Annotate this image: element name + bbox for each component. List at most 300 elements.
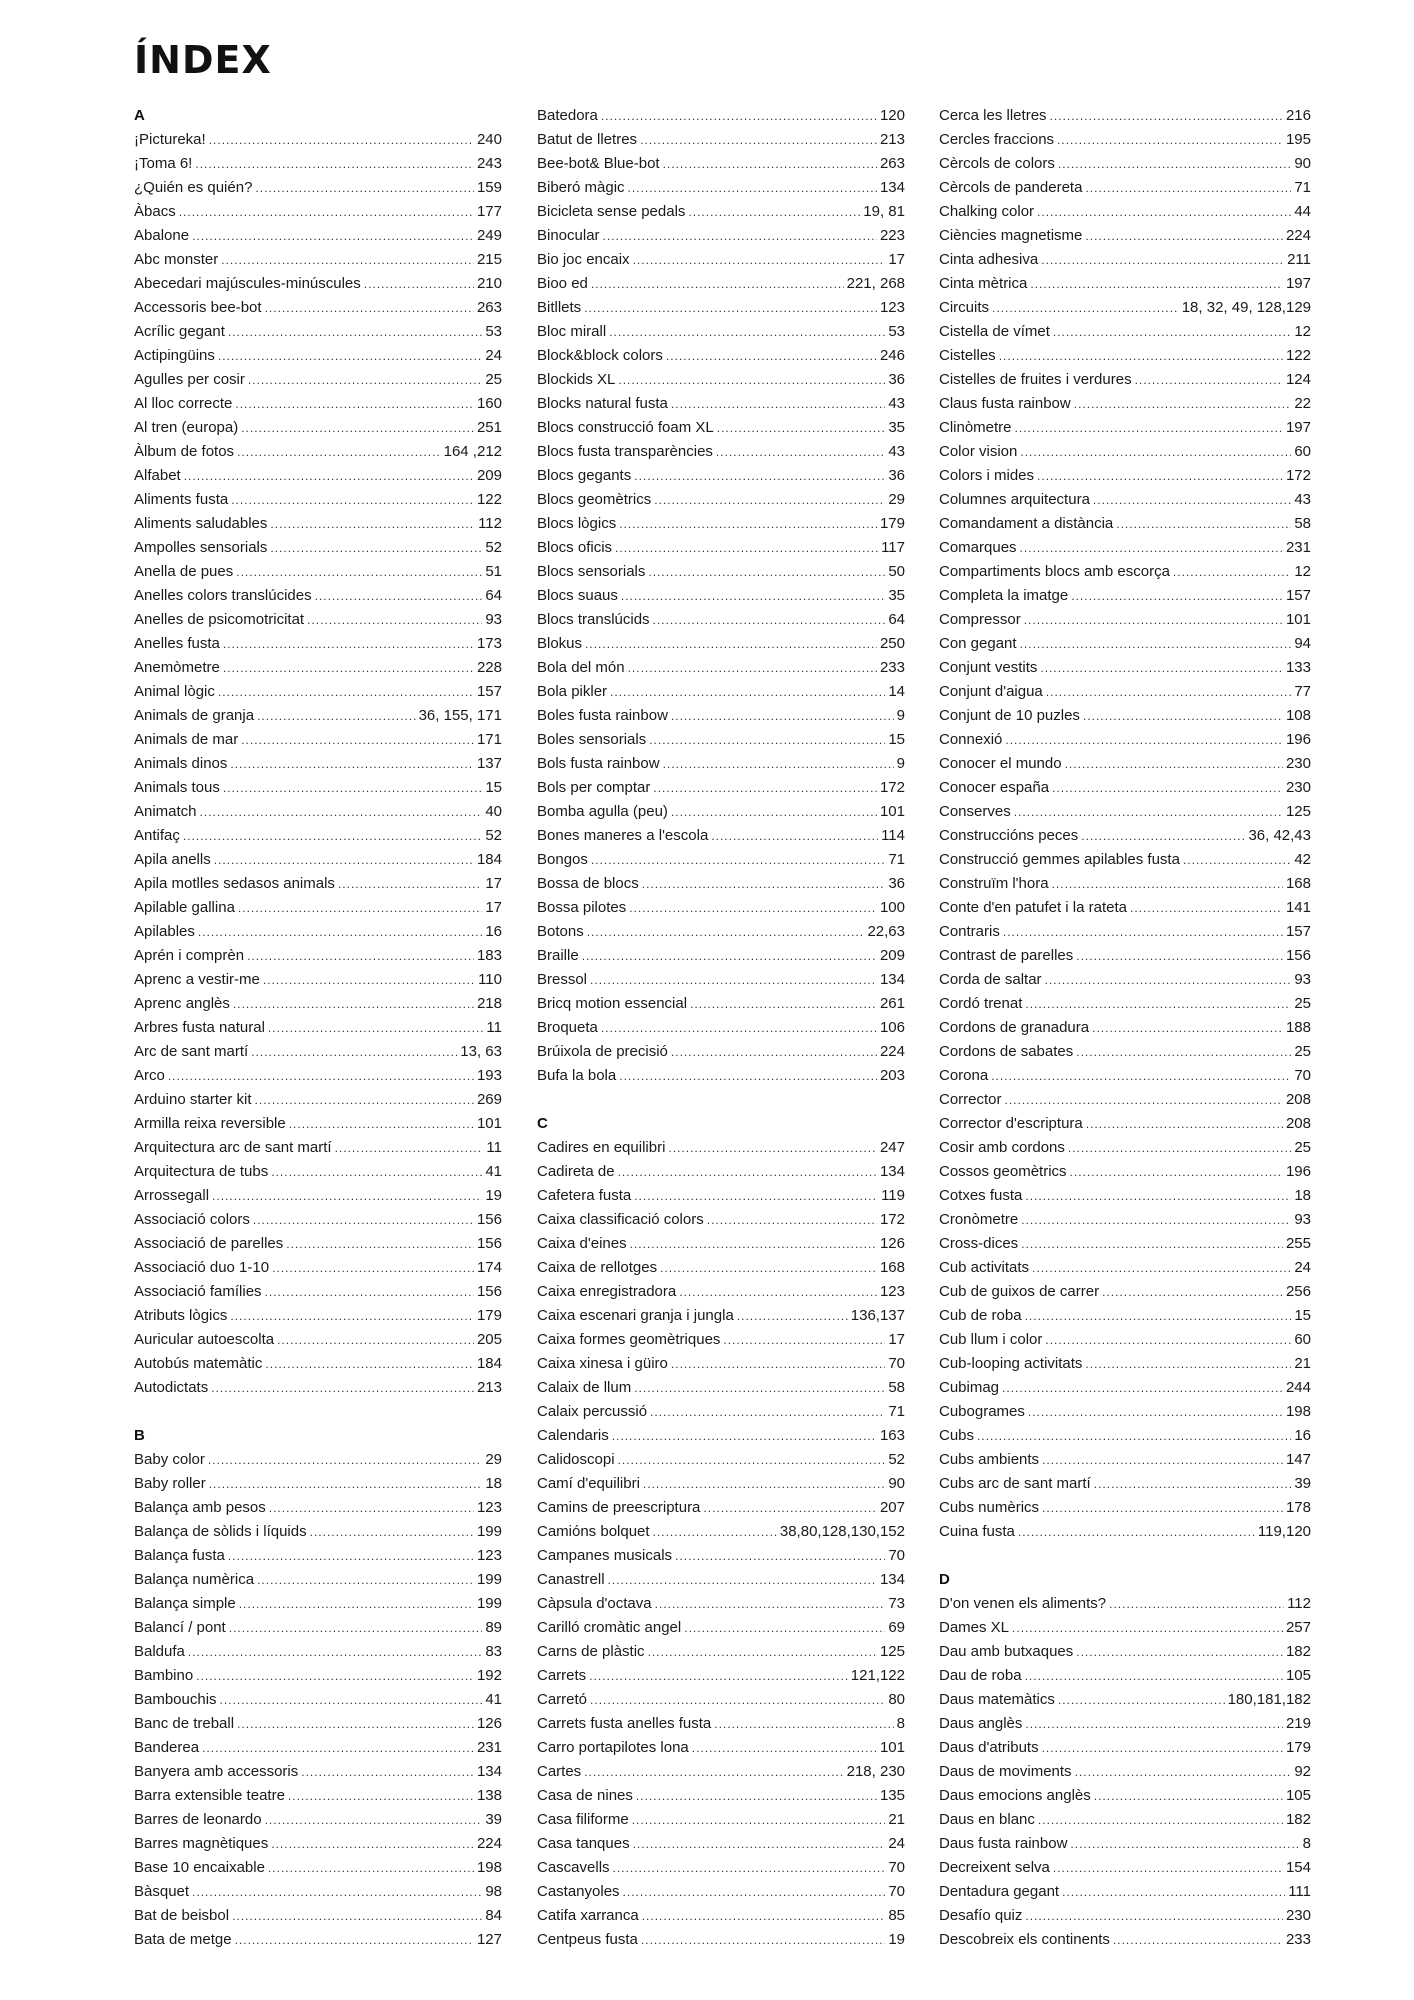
entry-pages: 156 bbox=[476, 1235, 502, 1252]
index-entry bbox=[134, 440, 502, 464]
dot-leader bbox=[1076, 1040, 1291, 1064]
entry-name: Baby roller bbox=[134, 1475, 206, 1492]
index-entry bbox=[939, 272, 1311, 296]
index-entry bbox=[537, 1832, 905, 1856]
entry-name: Cubimag bbox=[939, 1379, 1000, 1396]
dot-leader bbox=[255, 176, 474, 200]
entry-name: Construcció gemmes apilables fusta bbox=[939, 851, 1180, 868]
index-entry bbox=[939, 824, 1311, 848]
index-entry bbox=[537, 1016, 905, 1040]
entry-name: Arco bbox=[134, 1067, 165, 1084]
entry-name: Blocs construcció foam XL bbox=[537, 419, 714, 436]
dot-leader bbox=[1053, 320, 1291, 344]
index-entry bbox=[939, 608, 1311, 632]
index-entry bbox=[134, 992, 502, 1016]
entry-name: Completa la imatge bbox=[939, 587, 1069, 604]
index-entry bbox=[537, 1880, 905, 1904]
dot-leader bbox=[1094, 1472, 1292, 1496]
dot-leader bbox=[286, 1232, 474, 1256]
dot-leader bbox=[1050, 104, 1283, 128]
index-entry bbox=[939, 1832, 1311, 1856]
entry-name: Balança amb pesos bbox=[134, 1499, 266, 1516]
entry-pages: 52 bbox=[485, 539, 502, 556]
index-entry bbox=[537, 1904, 905, 1928]
dot-leader bbox=[589, 1664, 848, 1688]
entry-pages: 125 bbox=[1285, 803, 1311, 820]
entry-pages: 24 bbox=[485, 347, 502, 364]
index-entry bbox=[537, 944, 905, 968]
entry-pages: 126 bbox=[476, 1715, 502, 1732]
dot-leader bbox=[612, 1424, 877, 1448]
index-entry bbox=[537, 176, 905, 200]
index-entry bbox=[537, 584, 905, 608]
dot-leader bbox=[663, 152, 877, 176]
index-entry bbox=[134, 1136, 502, 1160]
entry-pages: 134 bbox=[476, 1763, 502, 1780]
entry-pages: 12 bbox=[1294, 323, 1311, 340]
entry-name: Àbacs bbox=[134, 203, 176, 220]
dot-leader bbox=[584, 296, 877, 320]
dot-leader bbox=[364, 272, 474, 296]
entry-pages: 233 bbox=[879, 659, 905, 676]
entry-name: Corrector bbox=[939, 1091, 1002, 1108]
dot-leader bbox=[268, 1856, 474, 1880]
index-entry bbox=[537, 1328, 905, 1352]
dot-leader bbox=[608, 1568, 877, 1592]
entry-pages: 25 bbox=[1294, 1043, 1311, 1060]
entry-name: Daus d'atributs bbox=[939, 1739, 1039, 1756]
dot-leader bbox=[999, 344, 1283, 368]
entry-name: Campanes musicals bbox=[537, 1547, 673, 1564]
dot-leader bbox=[671, 800, 877, 824]
index-entry bbox=[134, 1784, 502, 1808]
index-entry bbox=[537, 296, 905, 320]
index-entry bbox=[134, 1088, 502, 1112]
dot-leader bbox=[1093, 488, 1291, 512]
dot-leader bbox=[1042, 1736, 1283, 1760]
entry-name: Daus en blanc bbox=[939, 1811, 1035, 1828]
entry-name: Bat de beisbol bbox=[134, 1907, 230, 1924]
section-spacer bbox=[134, 1400, 502, 1424]
index-entry bbox=[939, 392, 1311, 416]
entry-name: Cross-dices bbox=[939, 1235, 1019, 1252]
entry-pages: 213 bbox=[476, 1379, 502, 1396]
dot-leader bbox=[591, 848, 885, 872]
dot-leader bbox=[1085, 224, 1283, 248]
entry-pages: 43 bbox=[888, 443, 905, 460]
index-entry bbox=[939, 1328, 1311, 1352]
entry-name: Cèrcols de colors bbox=[939, 155, 1055, 172]
dot-leader bbox=[239, 1592, 474, 1616]
entry-pages: 98 bbox=[485, 1883, 502, 1900]
index-entry bbox=[537, 1856, 905, 1880]
index-entry bbox=[134, 800, 502, 824]
dot-leader bbox=[237, 440, 441, 464]
entry-pages: 121,122 bbox=[850, 1667, 905, 1684]
dot-leader bbox=[716, 440, 885, 464]
entry-pages: 36 bbox=[888, 467, 905, 484]
entry-name: Bioo ed bbox=[537, 275, 588, 292]
dot-leader bbox=[623, 1880, 886, 1904]
entry-pages: 137 bbox=[476, 755, 502, 772]
index-entry bbox=[134, 224, 502, 248]
entry-name: Cartes bbox=[537, 1763, 582, 1780]
index-entry bbox=[134, 1928, 502, 1952]
index-entry bbox=[134, 1160, 502, 1184]
entry-name: Associació duo 1-10 bbox=[134, 1259, 270, 1276]
entry-name: Conocer el mundo bbox=[939, 755, 1062, 772]
dot-leader bbox=[585, 632, 877, 656]
entry-pages: 70 bbox=[888, 1355, 905, 1372]
entry-name: Barra extensible teatre bbox=[134, 1787, 285, 1804]
entry-pages: 211 bbox=[1287, 251, 1311, 268]
index-entry bbox=[939, 1184, 1311, 1208]
dot-leader bbox=[591, 272, 844, 296]
entry-pages: 179 bbox=[476, 1307, 502, 1324]
entry-pages: 230 bbox=[1285, 755, 1311, 772]
entry-name: Aliments fusta bbox=[134, 491, 229, 508]
entry-pages: 154 bbox=[1285, 1859, 1311, 1876]
entry-name: Caixa classificació colors bbox=[537, 1211, 704, 1228]
dot-leader bbox=[184, 464, 474, 488]
index-entry bbox=[939, 1376, 1311, 1400]
entry-pages: 261 bbox=[879, 995, 905, 1012]
dot-leader bbox=[1038, 1808, 1283, 1832]
dot-leader bbox=[668, 1136, 877, 1160]
index-entry bbox=[134, 608, 502, 632]
entry-pages: 173 bbox=[476, 635, 502, 652]
entry-name: Bata de metge bbox=[134, 1931, 232, 1948]
entry-pages: 71 bbox=[1294, 179, 1311, 196]
index-entry bbox=[134, 1736, 502, 1760]
dot-leader bbox=[1102, 1280, 1283, 1304]
entry-name: Barres magnètiques bbox=[134, 1835, 269, 1852]
entry-pages: 134 bbox=[879, 1163, 905, 1180]
entry-pages: 84 bbox=[485, 1907, 502, 1924]
entry-name: Acrílic gegant bbox=[134, 323, 225, 340]
entry-pages: 179 bbox=[879, 515, 905, 532]
entry-pages: 9 bbox=[896, 707, 905, 724]
index-entry bbox=[939, 1136, 1311, 1160]
index-entry bbox=[134, 728, 502, 752]
entry-pages: 60 bbox=[1294, 443, 1311, 460]
entry-pages: 178 bbox=[1285, 1499, 1311, 1516]
dot-leader bbox=[610, 680, 885, 704]
dot-leader bbox=[717, 416, 886, 440]
entry-name: Associació de parelles bbox=[134, 1235, 284, 1252]
entry-pages: 90 bbox=[1294, 155, 1311, 172]
entry-pages: 52 bbox=[485, 827, 502, 844]
dot-leader bbox=[1053, 1856, 1283, 1880]
dot-leader bbox=[1037, 464, 1283, 488]
entry-pages: 255 bbox=[1285, 1235, 1311, 1252]
dot-leader bbox=[1116, 512, 1291, 536]
dot-leader bbox=[212, 1184, 482, 1208]
entry-name: Àlbum de fotos bbox=[134, 443, 235, 460]
entry-pages: 256 bbox=[1285, 1283, 1311, 1300]
index-entry bbox=[939, 1064, 1311, 1088]
index-entry bbox=[939, 728, 1311, 752]
dot-leader bbox=[1041, 248, 1284, 272]
dot-leader bbox=[1070, 1832, 1299, 1856]
index-entry bbox=[134, 1064, 502, 1088]
entry-pages: 188 bbox=[1285, 1019, 1311, 1036]
entry-name: Apila motlles sedasos animals bbox=[134, 875, 335, 892]
index-entry bbox=[134, 824, 502, 848]
entry-name: Bossa pilotes bbox=[537, 899, 627, 916]
entry-name: Dau amb butxaques bbox=[939, 1643, 1074, 1660]
entry-name: Contraris bbox=[939, 923, 1000, 940]
entry-pages: 89 bbox=[485, 1619, 502, 1636]
entry-name: Color vision bbox=[939, 443, 1018, 460]
index-entry bbox=[939, 560, 1311, 584]
dot-leader bbox=[241, 416, 474, 440]
index-entry bbox=[134, 560, 502, 584]
entry-name: Conjunt de 10 puzles bbox=[939, 707, 1080, 724]
dot-leader bbox=[618, 1160, 877, 1184]
dot-leader bbox=[1052, 872, 1283, 896]
entry-pages: 209 bbox=[879, 947, 905, 964]
index-entry bbox=[134, 248, 502, 272]
dot-leader bbox=[642, 872, 886, 896]
dot-leader bbox=[1085, 1352, 1291, 1376]
index-entry bbox=[939, 200, 1311, 224]
entry-name: Clinòmetre bbox=[939, 419, 1012, 436]
entry-name: Cubs arc de sant martí bbox=[939, 1475, 1091, 1492]
dot-leader bbox=[1025, 1184, 1291, 1208]
index-entry bbox=[939, 1592, 1311, 1616]
dot-leader bbox=[255, 1088, 474, 1112]
entry-pages: 100 bbox=[879, 899, 905, 916]
dot-leader bbox=[1021, 1232, 1283, 1256]
entry-name: Botons bbox=[537, 923, 584, 940]
index-entry bbox=[134, 1040, 502, 1064]
index-entry bbox=[939, 992, 1311, 1016]
entry-pages: 94 bbox=[1294, 635, 1311, 652]
dot-leader bbox=[1025, 1664, 1283, 1688]
index-entry bbox=[134, 944, 502, 968]
entry-name: Blocs translúcids bbox=[537, 611, 650, 628]
index-entry bbox=[537, 440, 905, 464]
dot-leader bbox=[1024, 608, 1283, 632]
entry-name: Atributs lògics bbox=[134, 1307, 228, 1324]
entry-pages: 180,181,182 bbox=[1227, 1691, 1311, 1708]
entry-pages: 36, 42,43 bbox=[1248, 827, 1311, 844]
entry-name: Ampolles sensorials bbox=[134, 539, 268, 556]
entry-name: Cub activitats bbox=[939, 1259, 1030, 1276]
dot-leader bbox=[671, 704, 894, 728]
dot-leader bbox=[666, 344, 877, 368]
entry-name: Bee-bot& Blue-bot bbox=[537, 155, 660, 172]
entry-pages: 16 bbox=[1294, 1427, 1311, 1444]
index-entry bbox=[939, 128, 1311, 152]
dot-leader bbox=[179, 200, 474, 224]
entry-name: Casa de nines bbox=[537, 1787, 633, 1804]
index-entry bbox=[537, 776, 905, 800]
entry-name: Abalone bbox=[134, 227, 190, 244]
dot-leader bbox=[1037, 200, 1291, 224]
dot-leader bbox=[648, 560, 885, 584]
entry-name: Banderea bbox=[134, 1739, 200, 1756]
dot-leader bbox=[263, 968, 475, 992]
section-spacer bbox=[939, 1544, 1311, 1568]
entry-pages: 93 bbox=[1294, 971, 1311, 988]
dot-leader bbox=[1005, 1088, 1283, 1112]
index-entry bbox=[939, 296, 1311, 320]
entry-pages: 203 bbox=[879, 1067, 905, 1084]
entry-name: ¡Toma 6! bbox=[134, 155, 193, 172]
dot-leader bbox=[198, 920, 482, 944]
entry-name: Arc de sant martí bbox=[134, 1043, 249, 1060]
index-entry bbox=[939, 1472, 1311, 1496]
dot-leader bbox=[1076, 944, 1283, 968]
entry-pages: 93 bbox=[1294, 1211, 1311, 1228]
index-entry bbox=[939, 1088, 1311, 1112]
index-entry bbox=[537, 1568, 905, 1592]
index-entry bbox=[537, 1616, 905, 1640]
entry-pages: 156 bbox=[1285, 947, 1311, 964]
dot-leader bbox=[1002, 1376, 1283, 1400]
index-entry bbox=[134, 176, 502, 200]
index-entry bbox=[537, 128, 905, 152]
entry-name: Carrets bbox=[537, 1667, 587, 1684]
index-entry bbox=[134, 1376, 502, 1400]
entry-pages: 208 bbox=[1285, 1115, 1311, 1132]
entry-pages: 163 bbox=[879, 1427, 905, 1444]
entry-pages: 112 bbox=[1287, 1595, 1311, 1612]
entry-name: Bitllets bbox=[537, 299, 582, 316]
entry-name: Corda de saltar bbox=[939, 971, 1042, 988]
entry-pages: 159 bbox=[476, 179, 502, 196]
dot-leader bbox=[268, 1016, 484, 1040]
index-entry bbox=[939, 368, 1311, 392]
entry-pages: 114 bbox=[881, 827, 905, 844]
entry-name: Aprenc anglès bbox=[134, 995, 230, 1012]
dot-leader bbox=[223, 656, 474, 680]
entry-name: Batedora bbox=[537, 107, 598, 124]
index-entry bbox=[537, 200, 905, 224]
entry-pages: 147 bbox=[1285, 1451, 1311, 1468]
index-entry bbox=[134, 1280, 502, 1304]
index-entry bbox=[939, 1736, 1311, 1760]
dot-leader bbox=[1074, 392, 1292, 416]
dot-leader bbox=[603, 224, 877, 248]
dot-leader bbox=[1113, 1928, 1283, 1952]
index-entry bbox=[939, 488, 1311, 512]
index-entry bbox=[537, 1208, 905, 1232]
entry-pages: 263 bbox=[476, 299, 502, 316]
index-entry bbox=[939, 344, 1311, 368]
dot-leader bbox=[257, 1568, 474, 1592]
section-letter: A bbox=[134, 107, 145, 124]
entry-pages: 36, 155, 171 bbox=[418, 707, 502, 724]
index-entry bbox=[134, 752, 502, 776]
entry-pages: 42 bbox=[1294, 851, 1311, 868]
index-entry bbox=[537, 1688, 905, 1712]
index-entry bbox=[537, 632, 905, 656]
index-entry bbox=[537, 848, 905, 872]
entry-pages: 193 bbox=[476, 1067, 502, 1084]
entry-name: Comandament a distància bbox=[939, 515, 1114, 532]
dot-leader bbox=[1042, 1496, 1283, 1520]
index-entry bbox=[134, 848, 502, 872]
dot-leader bbox=[233, 992, 474, 1016]
dot-leader bbox=[601, 1016, 877, 1040]
dot-leader bbox=[703, 1496, 877, 1520]
entry-name: D'on venen els aliments? bbox=[939, 1595, 1107, 1612]
entry-name: Accessoris bee-bot bbox=[134, 299, 262, 316]
entry-name: Blocs lògics bbox=[537, 515, 617, 532]
entry-name: Animals tous bbox=[134, 779, 220, 796]
entry-pages: 70 bbox=[888, 1547, 905, 1564]
entry-pages: 70 bbox=[888, 1883, 905, 1900]
index-entry bbox=[537, 344, 905, 368]
dot-leader bbox=[633, 1832, 886, 1856]
entry-name: Arrossegall bbox=[134, 1187, 210, 1204]
entry-name: Apilable gallina bbox=[134, 899, 235, 916]
entry-name: Cistelles bbox=[939, 347, 996, 364]
page-title: ÍNDEX bbox=[134, 38, 272, 82]
entry-pages: 70 bbox=[1294, 1067, 1311, 1084]
dot-leader bbox=[641, 1928, 885, 1952]
section-letter: B bbox=[134, 1427, 145, 1444]
dot-leader bbox=[601, 104, 877, 128]
entry-pages: 197 bbox=[1285, 419, 1311, 436]
entry-name: Cub de roba bbox=[939, 1307, 1022, 1324]
entry-pages: 156 bbox=[476, 1211, 502, 1228]
index-entry bbox=[939, 1928, 1311, 1952]
entry-name: Dau de roba bbox=[939, 1667, 1022, 1684]
index-entry bbox=[939, 152, 1311, 176]
entry-pages: 101 bbox=[879, 1739, 905, 1756]
entry-pages: 233 bbox=[1285, 1931, 1311, 1948]
entry-name: Ciències magnetisme bbox=[939, 227, 1083, 244]
entry-name: Animals dinos bbox=[134, 755, 228, 772]
entry-pages: 157 bbox=[1285, 923, 1311, 940]
entry-name: Anelles de psicomotricitat bbox=[134, 611, 305, 628]
entry-pages: 14 bbox=[888, 683, 905, 700]
index-entry bbox=[134, 1832, 502, 1856]
entry-name: Barres de leonardo bbox=[134, 1811, 262, 1828]
entry-name: Binocular bbox=[537, 227, 600, 244]
entry-pages: 19 bbox=[485, 1187, 502, 1204]
dot-leader bbox=[196, 1664, 474, 1688]
entry-pages: 179 bbox=[1285, 1739, 1311, 1756]
index-entry bbox=[537, 1448, 905, 1472]
dot-leader bbox=[230, 752, 474, 776]
dot-leader bbox=[183, 824, 482, 848]
entry-pages: 156 bbox=[476, 1283, 502, 1300]
dot-leader bbox=[671, 1040, 877, 1064]
entry-pages: 123 bbox=[879, 1283, 905, 1300]
dot-leader bbox=[229, 1616, 483, 1640]
entry-name: Blokus bbox=[537, 635, 583, 652]
entry-name: Compressor bbox=[939, 611, 1021, 628]
index-entry bbox=[537, 1400, 905, 1424]
entry-name: Cubs numèrics bbox=[939, 1499, 1040, 1516]
dot-leader bbox=[338, 872, 482, 896]
dot-leader bbox=[615, 536, 878, 560]
entry-pages: 77 bbox=[1294, 683, 1311, 700]
entry-name: Blocks natural fusta bbox=[537, 395, 668, 412]
dot-leader bbox=[211, 1376, 474, 1400]
index-entry bbox=[134, 1256, 502, 1280]
entry-pages: 43 bbox=[1294, 491, 1311, 508]
index-entry bbox=[134, 968, 502, 992]
entry-name: Catifa xarranca bbox=[537, 1907, 639, 1924]
index-entry bbox=[939, 656, 1311, 680]
entry-name: Banyera amb accessoris bbox=[134, 1763, 299, 1780]
